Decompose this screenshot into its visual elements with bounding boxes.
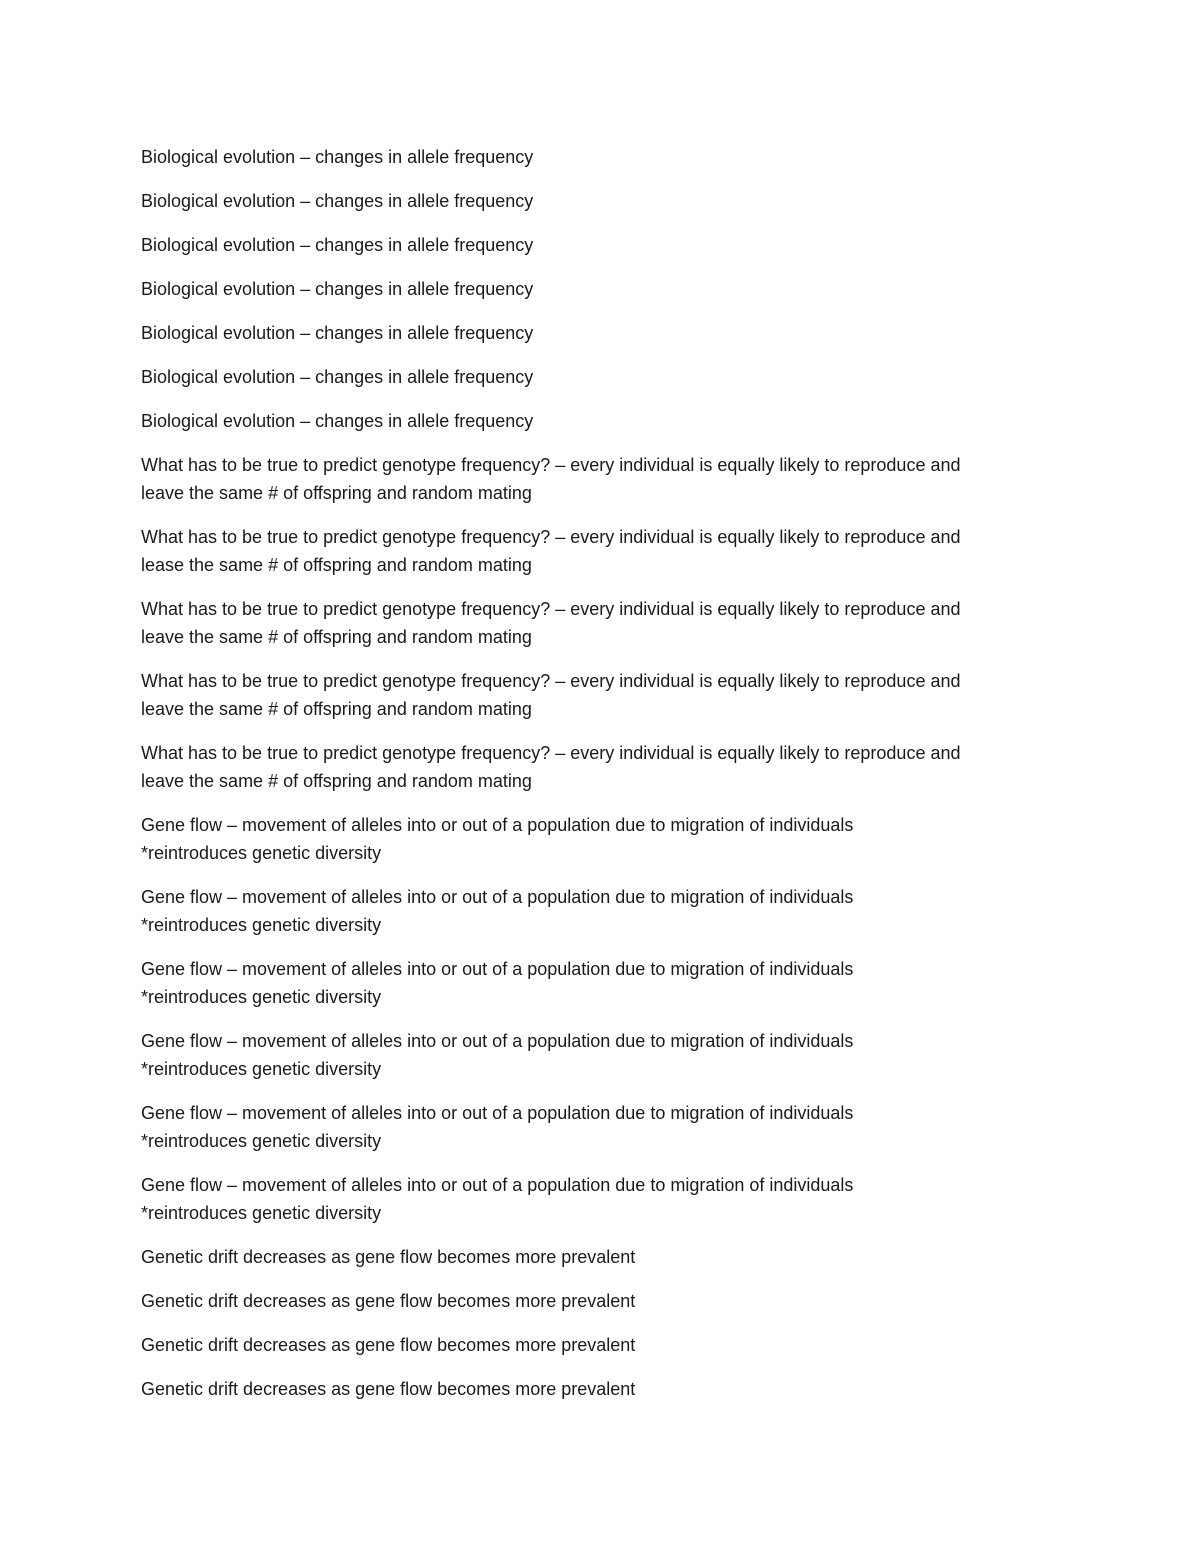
paragraph: [141, 1171, 1061, 1227]
paragraph: [141, 407, 1061, 435]
paragraph-line: Biological evolution – changes in allele frequency: [141, 235, 534, 255]
paragraph-line: Gene flow – movement of alleles into or out of a population due to migration of individuals: [141, 887, 854, 907]
paragraph-line: leave the same # of offspring and random mating: [141, 627, 532, 647]
paragraph-line: *reintroduces genetic diversity: [141, 1059, 382, 1079]
paragraph-line: Biological evolution – changes in allele frequency: [141, 147, 534, 167]
paragraph: [141, 319, 1061, 347]
paragraph-line: Gene flow – movement of alleles into or out of a population due to migration of individuals: [141, 1031, 854, 1051]
paragraph: [141, 883, 1061, 939]
paragraph: [141, 1331, 1061, 1359]
paragraph-line: Genetic drift decreases as gene flow becomes more prevalent: [141, 1291, 636, 1311]
paragraph-line: Gene flow – movement of alleles into or out of a population due to migration of individuals: [141, 959, 854, 979]
paragraph-line: *reintroduces genetic diversity: [141, 987, 382, 1007]
paragraph-line: Gene flow – movement of alleles into or out of a population due to migration of individuals: [141, 1175, 854, 1195]
paragraph-line: Biological evolution – changes in allele frequency: [141, 411, 534, 431]
paragraph-line: What has to be true to predict genotype frequency? – every individual is equally likely to reproduce and: [141, 671, 961, 691]
paragraph: [141, 1099, 1061, 1155]
paragraph-line: Biological evolution – changes in allele frequency: [141, 367, 534, 387]
paragraph: [141, 187, 1061, 215]
paragraph: [141, 1375, 1061, 1403]
paragraph-line: *reintroduces genetic diversity: [141, 1131, 382, 1151]
paragraph-line: *reintroduces genetic diversity: [141, 915, 382, 935]
paragraph-line: Genetic drift decreases as gene flow becomes more prevalent: [141, 1335, 636, 1355]
paragraph: [141, 523, 1061, 579]
paragraph: [141, 451, 1061, 507]
paragraph: [141, 231, 1061, 259]
paragraph-line: What has to be true to predict genotype frequency? – every individual is equally likely to reproduce and: [141, 599, 961, 619]
paragraph: [141, 667, 1061, 723]
paragraph: [141, 595, 1061, 651]
paragraph-line: Genetic drift decreases as gene flow becomes more prevalent: [141, 1247, 636, 1267]
paragraph: [141, 1027, 1061, 1083]
paragraph-line: Biological evolution – changes in allele frequency: [141, 191, 534, 211]
paragraph-line: Gene flow – movement of alleles into or out of a population due to migration of individuals: [141, 1103, 854, 1123]
paragraph: [141, 1287, 1061, 1315]
paragraph-line: leave the same # of offspring and random mating: [141, 483, 532, 503]
paragraph: [141, 363, 1061, 391]
paragraph-line: Genetic drift decreases as gene flow becomes more prevalent: [141, 1379, 636, 1399]
paragraph-line: *reintroduces genetic diversity: [141, 1203, 382, 1223]
paragraph-line: What has to be true to predict genotype frequency? – every individual is equally likely to reproduce and: [141, 527, 961, 547]
paragraph-line: leave the same # of offspring and random mating: [141, 699, 532, 719]
paragraph-line: Biological evolution – changes in allele frequency: [141, 323, 534, 343]
paragraph-line: Biological evolution – changes in allele frequency: [141, 279, 534, 299]
paragraph-line: What has to be true to predict genotype frequency? – every individual is equally likely to reproduce and: [141, 455, 961, 475]
paragraph: [141, 1243, 1061, 1271]
paragraph: [141, 955, 1061, 1011]
paragraph: [141, 811, 1061, 867]
paragraph: [141, 739, 1061, 795]
paragraph-line: lease the same # of offspring and random mating: [141, 555, 532, 575]
paragraph-line: What has to be true to predict genotype frequency? – every individual is equally likely to reproduce and: [141, 743, 961, 763]
paragraph: [141, 275, 1061, 303]
paragraph-line: Gene flow – movement of alleles into or out of a population due to migration of individuals: [141, 815, 854, 835]
paragraph: [141, 143, 1061, 171]
paragraph-line: leave the same # of offspring and random mating: [141, 771, 532, 791]
document-body: [141, 143, 1061, 1419]
paragraph-line: *reintroduces genetic diversity: [141, 843, 382, 863]
